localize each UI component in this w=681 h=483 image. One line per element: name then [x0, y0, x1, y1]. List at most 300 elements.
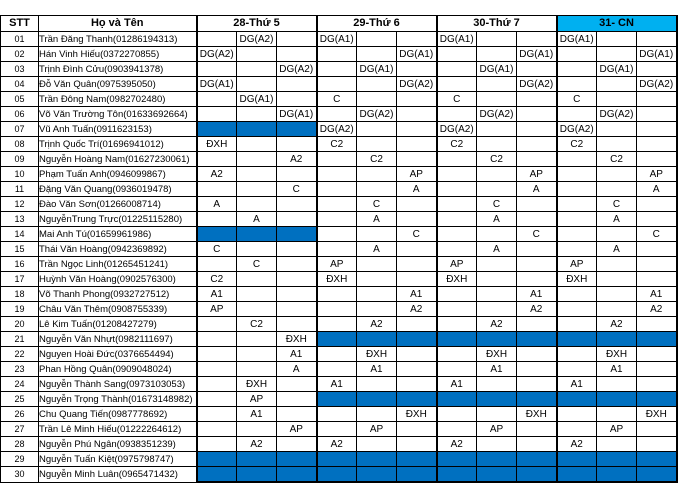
schedule-cell[interactable] [397, 242, 437, 257]
schedule-cell[interactable] [557, 362, 597, 377]
schedule-cell[interactable] [397, 92, 437, 107]
schedule-cell[interactable] [237, 242, 277, 257]
schedule-cell[interactable] [317, 407, 357, 422]
person-name-cell[interactable]: Võ Văn Trường Tôn(01633692664) [39, 107, 197, 122]
person-name-cell[interactable]: Đặng Văn Quang(0936019478) [39, 182, 197, 197]
schedule-cell[interactable] [517, 62, 557, 77]
schedule-cell[interactable]: DG(A2) [437, 122, 477, 137]
schedule-cell[interactable]: ĐXH [277, 332, 317, 347]
schedule-cell[interactable] [517, 122, 557, 137]
schedule-cell[interactable] [557, 152, 597, 167]
schedule-cell[interactable]: AP [277, 422, 317, 437]
schedule-cell[interactable] [437, 302, 477, 317]
schedule-cell[interactable] [477, 32, 517, 47]
blocked-cell[interactable] [197, 467, 237, 483]
schedule-cell[interactable] [317, 182, 357, 197]
schedule-cell[interactable] [437, 167, 477, 182]
schedule-cell[interactable] [277, 242, 317, 257]
schedule-cell[interactable]: ĐXH [597, 347, 637, 362]
schedule-cell[interactable] [317, 317, 357, 332]
schedule-cell[interactable] [597, 287, 637, 302]
schedule-cell[interactable] [477, 92, 517, 107]
schedule-cell[interactable]: DG(A1) [397, 47, 437, 62]
schedule-cell[interactable] [517, 317, 557, 332]
blocked-cell[interactable] [437, 452, 477, 467]
blocked-cell[interactable] [277, 227, 317, 242]
schedule-cell[interactable]: DG(A2) [397, 77, 437, 92]
blocked-cell[interactable] [277, 122, 317, 137]
schedule-cell[interactable]: A [477, 212, 517, 227]
schedule-cell[interactable] [477, 77, 517, 92]
person-name-cell[interactable]: Nguyễn Phú Ngân(0938351239) [39, 437, 197, 452]
schedule-cell[interactable] [637, 152, 677, 167]
person-name-cell[interactable]: NguyễnTrung Trực(01225115280) [39, 212, 197, 227]
blocked-cell[interactable] [357, 332, 397, 347]
person-name-cell[interactable]: Võ Thanh Phong(0932727512) [39, 287, 197, 302]
schedule-cell[interactable] [397, 212, 437, 227]
schedule-cell[interactable]: AP [397, 167, 437, 182]
schedule-cell[interactable] [237, 167, 277, 182]
schedule-cell[interactable]: C2 [197, 272, 237, 287]
schedule-cell[interactable] [397, 272, 437, 287]
schedule-cell[interactable] [597, 377, 637, 392]
schedule-cell[interactable] [197, 152, 237, 167]
schedule-cell[interactable] [237, 302, 277, 317]
schedule-cell[interactable]: C2 [237, 317, 277, 332]
schedule-cell[interactable]: A [357, 212, 397, 227]
schedule-cell[interactable] [357, 92, 397, 107]
schedule-cell[interactable] [477, 302, 517, 317]
schedule-cell[interactable]: A1 [517, 287, 557, 302]
person-name-cell[interactable]: Trần Đông Nam(0982702480) [39, 92, 197, 107]
blocked-cell[interactable] [237, 122, 277, 137]
schedule-cell[interactable] [437, 242, 477, 257]
schedule-cell[interactable]: A1 [597, 362, 637, 377]
schedule-cell[interactable] [557, 317, 597, 332]
schedule-cell[interactable] [437, 152, 477, 167]
schedule-cell[interactable]: C [357, 197, 397, 212]
schedule-cell[interactable] [397, 107, 437, 122]
schedule-cell[interactable] [477, 137, 517, 152]
schedule-cell[interactable]: C [437, 92, 477, 107]
schedule-cell[interactable] [277, 167, 317, 182]
schedule-cell[interactable] [637, 212, 677, 227]
person-name-cell[interactable]: Nguyễn Văn Nhựt(0982111697) [39, 332, 197, 347]
schedule-cell[interactable]: AP [517, 167, 557, 182]
schedule-cell[interactable]: ĐXH [637, 407, 677, 422]
schedule-cell[interactable]: A2 [597, 317, 637, 332]
blocked-cell[interactable] [197, 227, 237, 242]
blocked-cell[interactable] [317, 332, 357, 347]
schedule-cell[interactable] [237, 332, 277, 347]
schedule-cell[interactable]: AP [437, 257, 477, 272]
blocked-cell[interactable] [237, 452, 277, 467]
schedule-cell[interactable] [637, 122, 677, 137]
person-name-cell[interactable]: Thái Văn Hoàng(0942369892) [39, 242, 197, 257]
schedule-cell[interactable] [637, 137, 677, 152]
person-name-cell[interactable]: Nguyễn Trọng Thành(01673148982) [39, 392, 197, 407]
schedule-cell[interactable] [557, 107, 597, 122]
schedule-cell[interactable] [597, 32, 637, 47]
schedule-cell[interactable] [357, 167, 397, 182]
schedule-cell[interactable] [197, 317, 237, 332]
person-name-cell[interactable]: Trần Đăng Thanh(01286194313) [39, 32, 197, 47]
schedule-cell[interactable] [517, 197, 557, 212]
schedule-cell[interactable] [597, 407, 637, 422]
schedule-cell[interactable]: DG(A2) [597, 107, 637, 122]
schedule-cell[interactable] [517, 362, 557, 377]
schedule-cell[interactable]: ĐXH [477, 347, 517, 362]
schedule-cell[interactable] [437, 47, 477, 62]
schedule-cell[interactable] [597, 77, 637, 92]
schedule-cell[interactable] [197, 377, 237, 392]
schedule-cell[interactable]: A2 [637, 302, 677, 317]
schedule-cell[interactable] [397, 437, 437, 452]
schedule-cell[interactable] [317, 77, 357, 92]
schedule-cell[interactable] [477, 377, 517, 392]
blocked-cell[interactable] [357, 467, 397, 483]
schedule-cell[interactable] [317, 152, 357, 167]
schedule-cell[interactable]: C2 [317, 137, 357, 152]
schedule-cell[interactable] [517, 32, 557, 47]
schedule-cell[interactable]: A1 [557, 377, 597, 392]
schedule-cell[interactable]: C [477, 197, 517, 212]
schedule-cell[interactable]: C [637, 227, 677, 242]
schedule-cell[interactable] [197, 332, 237, 347]
schedule-cell[interactable]: A1 [477, 362, 517, 377]
schedule-cell[interactable] [517, 137, 557, 152]
schedule-cell[interactable] [237, 47, 277, 62]
schedule-cell[interactable] [637, 362, 677, 377]
schedule-cell[interactable] [557, 422, 597, 437]
schedule-cell[interactable] [397, 422, 437, 437]
schedule-cell[interactable] [397, 137, 437, 152]
schedule-cell[interactable]: C [597, 197, 637, 212]
schedule-cell[interactable] [277, 287, 317, 302]
schedule-cell[interactable] [277, 212, 317, 227]
schedule-cell[interactable] [477, 407, 517, 422]
blocked-cell[interactable] [637, 332, 677, 347]
schedule-cell[interactable]: DG(A1) [477, 62, 517, 77]
schedule-cell[interactable]: DG(A1) [197, 77, 237, 92]
schedule-cell[interactable] [397, 362, 437, 377]
schedule-cell[interactable]: DG(A1) [637, 47, 677, 62]
schedule-cell[interactable] [357, 137, 397, 152]
person-name-cell[interactable]: Nguyễn Minh Luân(0965471432) [39, 467, 197, 483]
schedule-cell[interactable]: AP [597, 422, 637, 437]
person-name-cell[interactable]: Trịnh Đình Cửu(0903941378) [39, 62, 197, 77]
schedule-cell[interactable]: DG(A2) [517, 77, 557, 92]
schedule-cell[interactable] [317, 227, 357, 242]
blocked-cell[interactable] [397, 392, 437, 407]
schedule-cell[interactable] [317, 242, 357, 257]
schedule-cell[interactable]: C [277, 182, 317, 197]
schedule-cell[interactable]: AP [357, 422, 397, 437]
schedule-cell[interactable]: C2 [597, 152, 637, 167]
schedule-cell[interactable] [437, 227, 477, 242]
schedule-cell[interactable] [357, 122, 397, 137]
schedule-cell[interactable]: A2 [277, 152, 317, 167]
schedule-cell[interactable] [237, 422, 277, 437]
schedule-cell[interactable] [197, 437, 237, 452]
schedule-cell[interactable] [597, 272, 637, 287]
schedule-cell[interactable]: AP [557, 257, 597, 272]
schedule-cell[interactable] [317, 422, 357, 437]
schedule-cell[interactable]: AP [317, 257, 357, 272]
schedule-cell[interactable] [437, 212, 477, 227]
schedule-cell[interactable] [597, 92, 637, 107]
blocked-cell[interactable] [237, 227, 277, 242]
blocked-cell[interactable] [397, 467, 437, 483]
schedule-cell[interactable] [277, 137, 317, 152]
schedule-cell[interactable]: A2 [517, 302, 557, 317]
blocked-cell[interactable] [557, 452, 597, 467]
schedule-cell[interactable]: A [517, 182, 557, 197]
blocked-cell[interactable] [477, 392, 517, 407]
schedule-cell[interactable] [317, 347, 357, 362]
schedule-cell[interactable] [637, 422, 677, 437]
schedule-cell[interactable] [557, 347, 597, 362]
schedule-cell[interactable] [477, 272, 517, 287]
person-name-cell[interactable]: Hán Vinh Hiếu(0372270855) [39, 47, 197, 62]
day-header-28[interactable]: 28-Thứ 5 [197, 16, 317, 32]
schedule-cell[interactable] [637, 62, 677, 77]
blocked-cell[interactable] [597, 452, 637, 467]
schedule-cell[interactable] [557, 167, 597, 182]
schedule-cell[interactable] [637, 377, 677, 392]
schedule-cell[interactable] [597, 227, 637, 242]
schedule-cell[interactable]: AP [477, 422, 517, 437]
schedule-cell[interactable]: A2 [557, 437, 597, 452]
schedule-cell[interactable]: A2 [317, 437, 357, 452]
schedule-cell[interactable]: C2 [357, 152, 397, 167]
schedule-cell[interactable] [397, 62, 437, 77]
schedule-cell[interactable] [237, 272, 277, 287]
schedule-cell[interactable]: A1 [237, 407, 277, 422]
schedule-cell[interactable] [397, 377, 437, 392]
blocked-cell[interactable] [437, 392, 477, 407]
blocked-cell[interactable] [437, 332, 477, 347]
schedule-cell[interactable] [357, 32, 397, 47]
schedule-cell[interactable] [237, 182, 277, 197]
schedule-cell[interactable] [357, 287, 397, 302]
blocked-cell[interactable] [397, 332, 437, 347]
schedule-cell[interactable] [357, 227, 397, 242]
schedule-cell[interactable] [397, 347, 437, 362]
schedule-cell[interactable] [357, 407, 397, 422]
blocked-cell[interactable] [637, 452, 677, 467]
schedule-cell[interactable] [477, 227, 517, 242]
blocked-cell[interactable] [477, 467, 517, 483]
schedule-cell[interactable]: A1 [397, 287, 437, 302]
schedule-cell[interactable]: ĐXH [357, 347, 397, 362]
schedule-cell[interactable] [317, 302, 357, 317]
schedule-cell[interactable]: DG(A2) [317, 122, 357, 137]
schedule-cell[interactable] [237, 137, 277, 152]
schedule-cell[interactable]: DG(A1) [317, 32, 357, 47]
blocked-cell[interactable] [237, 467, 277, 483]
schedule-cell[interactable]: DG(A2) [277, 62, 317, 77]
schedule-cell[interactable]: C [517, 227, 557, 242]
schedule-cell[interactable] [437, 62, 477, 77]
schedule-cell[interactable] [437, 347, 477, 362]
schedule-cell[interactable] [277, 392, 317, 407]
person-name-cell[interactable]: Vũ Anh Tuấn(0911623153) [39, 122, 197, 137]
schedule-cell[interactable]: DG(A2) [197, 47, 237, 62]
schedule-cell[interactable] [237, 62, 277, 77]
schedule-cell[interactable] [437, 107, 477, 122]
schedule-cell[interactable] [277, 302, 317, 317]
schedule-cell[interactable]: A [237, 212, 277, 227]
schedule-cell[interactable] [637, 272, 677, 287]
schedule-cell[interactable] [557, 62, 597, 77]
schedule-cell[interactable] [637, 437, 677, 452]
schedule-cell[interactable]: C [317, 92, 357, 107]
schedule-cell[interactable] [597, 257, 637, 272]
schedule-cell[interactable]: A1 [437, 377, 477, 392]
schedule-cell[interactable] [517, 422, 557, 437]
schedule-cell[interactable]: C2 [437, 137, 477, 152]
person-name-cell[interactable]: Phan Hồng Quân(0909048024) [39, 362, 197, 377]
person-name-cell[interactable]: Nguyễn Hoàng Nam(01627230061) [39, 152, 197, 167]
schedule-cell[interactable] [437, 407, 477, 422]
schedule-cell[interactable]: AP [197, 302, 237, 317]
schedule-cell[interactable] [197, 107, 237, 122]
schedule-cell[interactable] [357, 182, 397, 197]
schedule-cell[interactable]: C [557, 92, 597, 107]
schedule-cell[interactable]: DG(A1) [277, 107, 317, 122]
schedule-cell[interactable] [477, 122, 517, 137]
schedule-cell[interactable] [637, 32, 677, 47]
schedule-cell[interactable]: A [597, 242, 637, 257]
schedule-cell[interactable]: A [277, 362, 317, 377]
schedule-cell[interactable]: ĐXH [197, 137, 237, 152]
schedule-cell[interactable] [437, 287, 477, 302]
person-name-cell[interactable]: Châu Văn Thêm(0908755339) [39, 302, 197, 317]
schedule-cell[interactable] [237, 107, 277, 122]
schedule-cell[interactable] [197, 182, 237, 197]
schedule-cell[interactable] [517, 272, 557, 287]
schedule-cell[interactable] [557, 242, 597, 257]
schedule-cell[interactable] [597, 182, 637, 197]
schedule-cell[interactable] [197, 62, 237, 77]
blocked-cell[interactable] [597, 332, 637, 347]
schedule-cell[interactable]: A [397, 182, 437, 197]
schedule-cell[interactable]: DG(A2) [557, 122, 597, 137]
schedule-cell[interactable] [237, 287, 277, 302]
schedule-cell[interactable] [477, 167, 517, 182]
schedule-cell[interactable] [477, 182, 517, 197]
schedule-cell[interactable]: DG(A2) [637, 77, 677, 92]
schedule-cell[interactable] [237, 77, 277, 92]
blocked-cell[interactable] [477, 332, 517, 347]
schedule-cell[interactable] [637, 347, 677, 362]
person-name-cell[interactable]: Nguyen Hoài Đức(0376654494) [39, 347, 197, 362]
schedule-cell[interactable] [437, 197, 477, 212]
schedule-cell[interactable] [597, 122, 637, 137]
schedule-cell[interactable] [637, 257, 677, 272]
schedule-cell[interactable] [397, 317, 437, 332]
schedule-cell[interactable] [557, 47, 597, 62]
schedule-cell[interactable] [637, 107, 677, 122]
schedule-cell[interactable]: ĐXH [557, 272, 597, 287]
person-name-cell[interactable]: Đào Văn Sơn(01266008714) [39, 197, 197, 212]
schedule-cell[interactable] [557, 182, 597, 197]
schedule-cell[interactable] [397, 197, 437, 212]
schedule-cell[interactable]: A1 [317, 377, 357, 392]
schedule-cell[interactable] [397, 257, 437, 272]
blocked-cell[interactable] [357, 392, 397, 407]
schedule-cell[interactable] [357, 47, 397, 62]
schedule-cell[interactable]: A2 [437, 437, 477, 452]
schedule-cell[interactable]: C2 [557, 137, 597, 152]
schedule-cell[interactable] [197, 422, 237, 437]
blocked-cell[interactable] [317, 392, 357, 407]
schedule-cell[interactable] [437, 422, 477, 437]
person-name-cell[interactable]: Huỳnh Văn Hoàng(0902576300) [39, 272, 197, 287]
schedule-cell[interactable] [277, 317, 317, 332]
schedule-cell[interactable] [277, 377, 317, 392]
schedule-cell[interactable]: A1 [277, 347, 317, 362]
blocked-cell[interactable] [277, 452, 317, 467]
schedule-cell[interactable] [317, 287, 357, 302]
person-name-cell[interactable]: Trịnh Quốc Trí(01696941012) [39, 137, 197, 152]
schedule-cell[interactable]: AP [637, 167, 677, 182]
schedule-cell[interactable]: ĐXH [317, 272, 357, 287]
schedule-cell[interactable]: A [597, 212, 637, 227]
schedule-cell[interactable]: DG(A1) [517, 47, 557, 62]
schedule-cell[interactable] [437, 77, 477, 92]
schedule-cell[interactable]: DG(A1) [357, 62, 397, 77]
schedule-cell[interactable] [277, 407, 317, 422]
schedule-cell[interactable]: DG(A1) [437, 32, 477, 47]
schedule-cell[interactable]: DG(A1) [557, 32, 597, 47]
person-name-cell[interactable]: Trần Lê Minh Hiếu(01222264612) [39, 422, 197, 437]
schedule-cell[interactable]: A1 [197, 287, 237, 302]
schedule-cell[interactable] [317, 107, 357, 122]
schedule-cell[interactable] [557, 302, 597, 317]
schedule-cell[interactable] [397, 122, 437, 137]
blocked-cell[interactable] [557, 467, 597, 483]
schedule-cell[interactable] [357, 377, 397, 392]
schedule-cell[interactable] [237, 362, 277, 377]
person-name-cell[interactable]: Đỗ Văn Quân(0975395050) [39, 77, 197, 92]
blocked-cell[interactable] [357, 452, 397, 467]
schedule-cell[interactable] [637, 242, 677, 257]
schedule-cell[interactable]: DG(A1) [237, 92, 277, 107]
schedule-cell[interactable] [517, 377, 557, 392]
schedule-cell[interactable] [197, 362, 237, 377]
schedule-cell[interactable] [557, 287, 597, 302]
schedule-cell[interactable] [597, 437, 637, 452]
day-header-30[interactable]: 30-Thứ 7 [437, 16, 557, 32]
schedule-cell[interactable] [197, 32, 237, 47]
schedule-cell[interactable] [197, 347, 237, 362]
blocked-cell[interactable] [437, 467, 477, 483]
schedule-cell[interactable]: C [397, 227, 437, 242]
schedule-cell[interactable] [517, 107, 557, 122]
schedule-cell[interactable] [317, 362, 357, 377]
day-header-31[interactable]: 31- CN [557, 16, 677, 32]
schedule-cell[interactable] [197, 92, 237, 107]
schedule-cell[interactable] [517, 347, 557, 362]
person-name-cell[interactable]: Trần Ngọc Linh(01265451241) [39, 257, 197, 272]
schedule-cell[interactable] [477, 437, 517, 452]
schedule-cell[interactable]: A2 [357, 317, 397, 332]
blocked-cell[interactable] [517, 392, 557, 407]
schedule-cell[interactable] [517, 92, 557, 107]
schedule-cell[interactable]: A2 [197, 167, 237, 182]
